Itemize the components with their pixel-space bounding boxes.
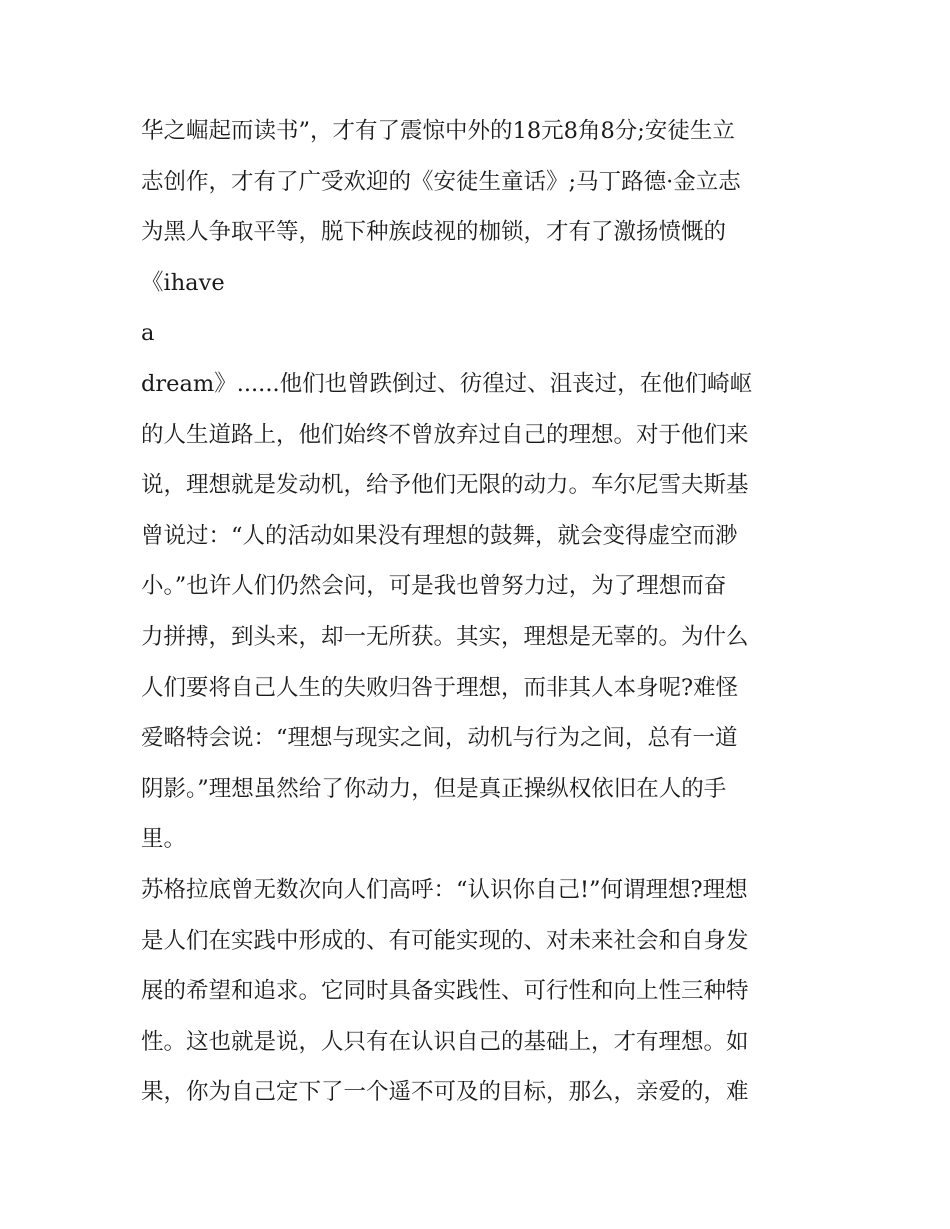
text-line: 阴影。”理想虽然给了你动力，但是真正操纵权依旧在人的手	[141, 775, 727, 802]
text-line: 果，你为自己定下了一个遥不可及的目标，那么，亲爱的，难	[141, 1079, 749, 1106]
text-line: 是人们在实践中形成的、有可能实现的、对未来社会和自身发	[141, 927, 749, 954]
text-line: 小。”也许人们仍然会问，可是我也曾努力过，为了理想而奋	[141, 573, 727, 600]
text-line: 的人生道路上，他们始终不曾放弃过自己的理想。对于他们来	[141, 421, 749, 448]
text-line: 曾说过：“人的活动如果没有理想的鼓舞，就会变得虚空而渺	[141, 522, 738, 549]
text-line: 为黑人争取平等，脱下种族歧视的枷锁，才有了激扬愤慨的	[141, 219, 727, 246]
text-line: 力拼搏，到头来，却一无所获。其实，理想是无辜的。为什么	[141, 623, 749, 650]
text-line: 性。这也就是说，人只有在认识自己的基础上，才有理想。如	[141, 1028, 749, 1055]
text-line: 人们要将自己人生的失败归咎于理想，而非其人本身呢?难怪	[141, 674, 739, 701]
text-line: 《ihave	[141, 269, 225, 296]
text-line: 展的希望和追求。它同时具备实践性、可行性和向上性三种特	[141, 978, 749, 1005]
text-line: 说，理想就是发动机，给予他们无限的动力。车尔尼雪夫斯基	[141, 472, 749, 499]
text-line: 志创作，才有了广受欢迎的《安徒生童话》;马丁路德·金立志	[141, 168, 741, 195]
text-line: 爱略特会说：“理想与现实之间，动机与行为之间，总有一道	[141, 725, 738, 752]
text-line: 华之崛起而读书”，才有了震惊中外的18元8角8分;安徒生立	[141, 118, 735, 144]
text-line: dream》......他们也曾跌倒过、彷徨过、沮丧过，在他们崎岖	[141, 370, 753, 397]
text-line: 苏格拉底曾无数次向人们高呼：“认识你自己!”何谓理想?理想	[141, 876, 748, 903]
text-line: a	[141, 320, 155, 347]
document-body	[141, 106, 821, 1118]
text-line: 里。	[141, 826, 187, 853]
